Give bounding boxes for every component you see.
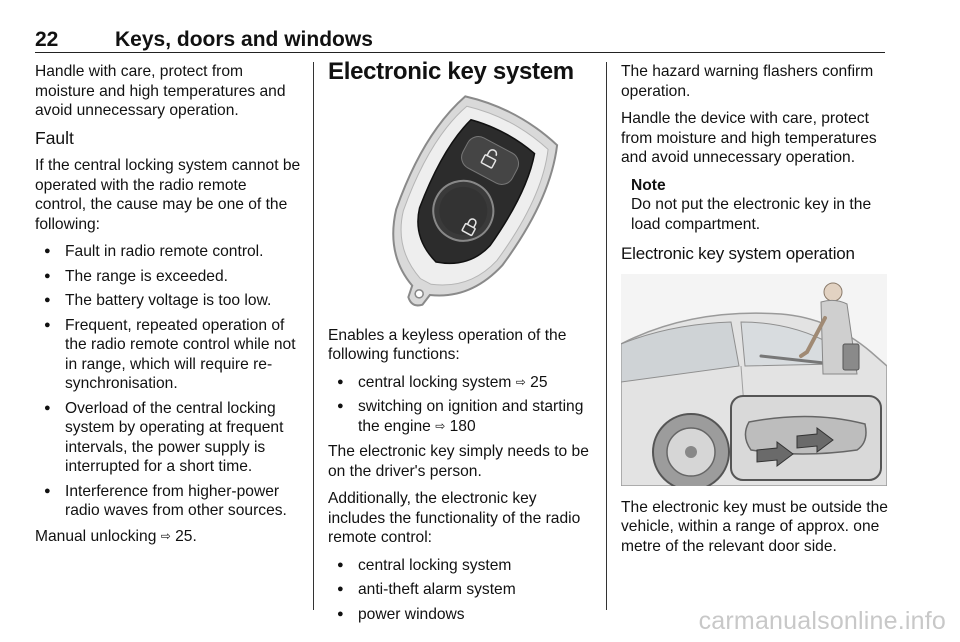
list-item: ● Frequent, repeated operation of the radio remote control while not in range, which will require re-synchronisation. [35,316,301,394]
column-left [35,62,301,554]
list-item: ● The range is exceeded. [35,267,301,287]
on-person-paragraph: The electronic key simply needs to be on the driver's person. [328,443,589,480]
door-handle-illustration [621,274,887,486]
site-watermark: carmanualsonline.info [698,607,946,635]
chapter-title: Keys, doors and windows [115,28,373,51]
page-reference-link[interactable]: 25 [530,373,548,391]
remote-functions-list [328,556,594,625]
list-item: ● Overload of the central locking system by operating at frequent intervals, the power supply is interrupted for a short time. [35,399,301,477]
manual-unlocking-text: Manual unlocking [35,527,157,545]
enables-paragraph: Enables a keyless operation of the following functions: [328,326,567,363]
list-item-text: central locking system [358,373,512,391]
note-title: Note [631,176,666,194]
list-item-text: switching on ignition and starting the engine [358,398,584,435]
list-item [328,373,594,393]
page-number: 22 [35,28,59,51]
list-item: ● The battery voltage is too low. [35,291,301,311]
hazard-paragraph: The hazard warning flashers confirm operation. [621,63,874,100]
electronic-key-illustration [328,92,594,314]
keyless-functions-list [328,373,594,437]
column-right [621,62,889,564]
outside-range-paragraph: The electronic key must be outside the vehicle, within a range of approx. one metre of the relevant door side. [621,498,888,555]
section-heading: Electronic key system [328,58,574,85]
list-item: ● Interference from higher-power radio waves from other sources. [35,482,301,521]
page-header [35,26,885,53]
remote-functions-paragraph: Additionally, the electronic key includes the functionality of the radio remote control: [328,490,581,546]
manual-unlocking-line [35,527,301,547]
note-text: Do not put the electronic key in the load compartment. [631,196,872,233]
column-divider [606,62,607,610]
page-reference-link[interactable]: 25. [175,527,197,545]
list-item: ● anti-theft alarm system [328,580,594,600]
column-divider [313,62,314,610]
handle-care-paragraph: Handle the device with care, protect from moisture and high temperatures and avoid unnecessary operation. [621,110,877,166]
page-reference-icon: ⇨ [435,418,446,433]
fault-heading: Fault [35,127,74,148]
list-item: ● central locking system [328,556,594,576]
fault-paragraph: If the central locking system cannot be operated with the radio remote control, the cause may be one of the following: [35,157,301,233]
page-reference-icon: ⇨ [515,374,526,389]
list-item: ● power windows [328,605,594,625]
page-reference-link[interactable]: 180 [449,417,476,435]
list-item [328,397,594,436]
fault-cause-list [35,242,301,521]
list-item: ● Fault in radio remote control. [35,242,301,262]
note-box [621,176,889,235]
column-middle [328,58,594,630]
operation-heading: Electronic key system operation [621,244,855,263]
page-reference-icon: ⇨ [160,528,171,543]
intro-paragraph: Handle with care, protect from moisture and high temperatures and avoid unnecessary operation. [35,63,286,119]
